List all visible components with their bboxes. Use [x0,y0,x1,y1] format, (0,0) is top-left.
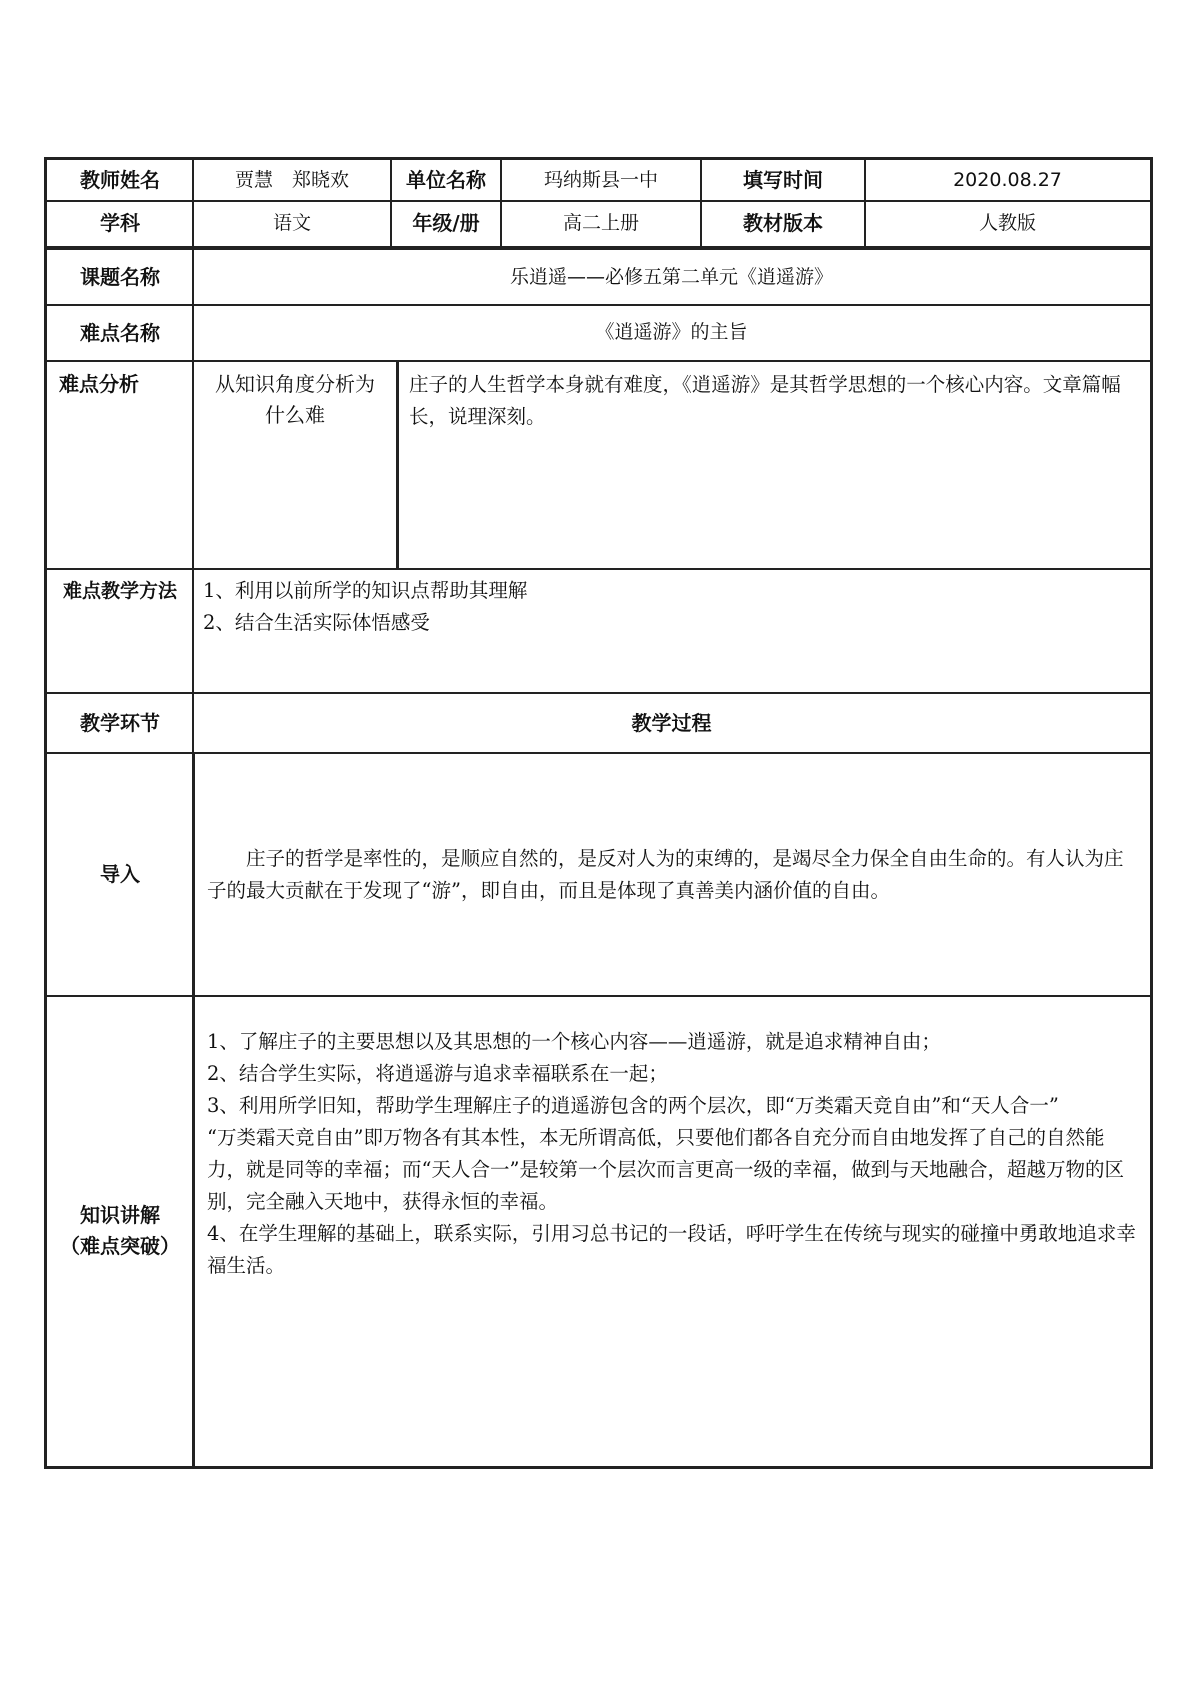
knowledge-item: 1、了解庄子的主要思想以及其思想的一个核心内容——逍遥游，就是追求精神自由； [207,1030,941,1053]
subject-value: 语文 [192,200,392,247]
method-item: 2、结合生活实际体悟感受 [203,611,430,634]
subject-label: 学科 [44,200,194,247]
fill-time-value: 2020.08.27 [864,157,1153,202]
knowledge-item: “万类霜天竞自由”即万物各有其本性，本无所谓高低，只要他们都各自充分而自由地发挥了自己的自然能力，就是同等的幸福；而“天人合一”是较第一个层次而言更高一级的幸福，做到与天地融合，超越万物的区别，完全融入天地中，获得永恒的幸福。 [207,1126,1124,1213]
stage-header: 教学环节 [44,692,194,754]
knowledge-item: 4、在学生理解的基础上，联系实际，引用习总书记的一段话，呼吁学生在传统与现实的碰撞中勇敢地追求幸福生活。 [207,1222,1136,1277]
teacher-name-label: 教师姓名 [44,157,194,202]
grade-value: 高二上册 [500,200,702,247]
analysis-label: 难点分析 [44,360,194,570]
intro-paragraph: 庄子的哲学是率性的，是顺应自然的，是反对人为的束缚的，是竭尽全力保全自由生命的。有人认为庄子的最大贡献在于发现了“游”，即自由，而且是体现了真善美内涵价值的自由。 [207,846,1124,902]
knowledge-item: 3、利用所学旧知，帮助学生理解庄子的逍遥游包含的两个层次，即“万类霜天竞自由”和“天人合一” [207,1094,1059,1117]
knowledge-content [192,995,1153,1469]
difficulty-value: 《逍遥游》的主旨 [192,304,1153,362]
intro-label: 导入 [44,752,194,997]
method-list [192,568,1153,694]
method-label: 难点教学方法 [44,568,194,694]
topic-value: 乐逍遥——必修五第二单元《逍遥游》 [192,247,1153,306]
method-item: 1、利用以前所学的知识点帮助其理解 [203,579,528,602]
knowledge-label-line2: （难点突破） [60,1234,180,1258]
grade-label: 年级/册 [390,200,502,247]
knowledge-item: 2、结合学生实际，将逍遥游与追求幸福联系在一起； [207,1062,668,1085]
process-header: 教学过程 [192,692,1153,754]
teacher-name-value: 贾慧 郑晓欢 [192,157,392,202]
analysis-content: 庄子的人生哲学本身就有难度，《逍遥游》是其哲学思想的一个核心内容。文章篇幅长，说理深刻。 [396,360,1153,570]
knowledge-label [44,995,194,1469]
analysis-sub-label: 从知识角度分析为什么难 [192,360,398,570]
intro-content [192,752,1153,997]
knowledge-label-line1: 知识讲解 [80,1203,160,1227]
unit-value: 玛纳斯县一中 [500,157,702,202]
topic-label: 课题名称 [44,247,194,306]
edition-label: 教材版本 [700,200,866,247]
difficulty-label: 难点名称 [44,304,194,362]
fill-time-label: 填写时间 [700,157,866,202]
edition-value: 人教版 [864,200,1153,247]
unit-label: 单位名称 [390,157,502,202]
